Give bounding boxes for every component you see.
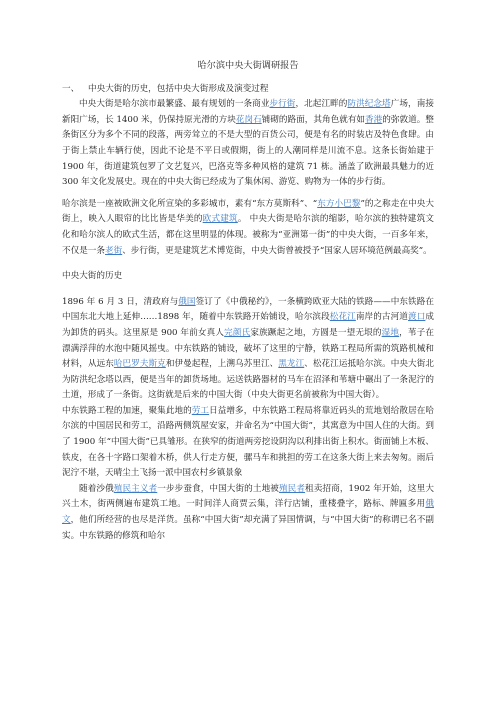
paragraph-construction bbox=[62, 404, 434, 482]
keyword-link[interactable]: 完颜氏 bbox=[224, 327, 251, 338]
paragraph-1896 bbox=[62, 295, 434, 404]
spacer bbox=[62, 259, 434, 269]
keyword-link[interactable]: 殖民者 bbox=[278, 483, 306, 494]
keyword-link[interactable]: 俄国 bbox=[178, 296, 196, 307]
text-run: ”的之称走在中央大街上，映入人眼帘的比比皆是华美的 bbox=[62, 198, 434, 225]
text-run: 租卖招商，1902 年开始，这里大兴土木，街两侧遍布建筑工地。一时间洋人商贾云集，洋行店铺，重楼叠字，路标、牌匾多用 bbox=[62, 483, 434, 510]
keyword-link[interactable]: 防洪纪念塔 bbox=[347, 99, 391, 110]
spacer bbox=[62, 285, 434, 295]
text-run: 1896 年 6 月 3 日，清政府与 bbox=[62, 296, 179, 307]
section-heading-text: 中央大街的历史，包括中央大街形成及演变过程 bbox=[88, 83, 269, 94]
text-run: 一步步蚕食，中国大街的土地被 bbox=[157, 483, 279, 494]
section-number: 一、 bbox=[62, 83, 80, 94]
paragraph-colonial bbox=[62, 482, 434, 544]
keyword-link[interactable]: 东方小巴黎 bbox=[317, 198, 361, 209]
text-run: 的弥敦道。整条街区分为多个不同的段落，两旁耸立的不是大型的百货公司，便是有名的时装店及特色食肆。由于街上禁止车辆行使，因此不论是不平日或假期，街上的人潮同样是川流不息。这条长街始建于 1900 年，街道建筑包罗了文艺复兴，巴洛克等多种风格的建筑 71 栋。涵盖了欧洲最具魅力的近 300 年文化发展史。现在的中央大街已经成为了集休闲、游览、购物为一体的步行街。 bbox=[62, 114, 434, 188]
text-run: 铺砌的路面，其角色就有如 bbox=[261, 114, 366, 125]
text-run: 。 中央大街是哈尔滨的缩影，哈尔滨的独特建筑文化和哈尔滨人的欧式生活，都在这里明显的体现。被称为“亚洲第一街”的中央大街，一百多年来，不仅是一条 bbox=[62, 214, 434, 256]
keyword-link[interactable]: 香港 bbox=[365, 114, 383, 125]
text-run: 随着沙俄 bbox=[79, 483, 114, 494]
keyword-link[interactable]: 欧式建筑 bbox=[202, 214, 238, 225]
document-title: 哈尔滨中央大街调研报告 bbox=[197, 60, 299, 71]
keyword-link[interactable]: 湿地 bbox=[381, 327, 400, 338]
paragraph-intro bbox=[62, 97, 434, 191]
text-run: 家族蹶起之地，方圆是一望无垠的 bbox=[250, 327, 382, 338]
text-run: 广场，南接新阳广场，长 1400 米，仍保持原光滑的方块 bbox=[62, 99, 434, 125]
text-run: ，他们所经营的也尽是洋货。虽称“中国大街”却充满了异国情调，与“中国大街”的称谓已名不副实。中东铁路的修筑和哈尔 bbox=[62, 515, 434, 541]
keyword-link[interactable]: 步行街 bbox=[269, 99, 296, 110]
history-heading: 中央大街的历史 bbox=[62, 271, 123, 282]
text-run: 南岸的古河道 bbox=[355, 312, 408, 323]
keyword-link[interactable]: 劳工 bbox=[191, 405, 210, 416]
text-run: 中东铁路工程的加速，聚集此地的 bbox=[62, 405, 192, 416]
text-run: 中央大街是哈尔滨市最繁盛、最有规划的一条商业 bbox=[79, 99, 270, 110]
text-run: 哈尔滨是一座被欧洲文化所宣染的多彩城市，素有“东方莫斯科”、“ bbox=[62, 198, 318, 209]
keyword-link[interactable]: 殖民主义者 bbox=[113, 483, 158, 494]
keyword-link[interactable]: 俄文 bbox=[62, 499, 434, 526]
text-run: 签订了《中俄秘约》，一条横跨欧亚大陆的铁路——中东铁路在中国东北大地上延伸……1898 年，随着中东铁路开始铺设，哈尔滨段 bbox=[62, 296, 434, 323]
text-run: 、松花江运抵哈尔滨。中央大街北为防洪纪念塔以西，便是当年的卸货场地。运送铁路器材的马车在沼泽和苇塘中碾出了一条泥泞的土道，形成了一条街。这街就是后来的中国大街（中央大街更名前被称为中国大街）。 bbox=[62, 359, 434, 401]
keyword-link[interactable]: 渡口 bbox=[408, 312, 426, 323]
keyword-link[interactable]: 哈巴罗夫斯克 bbox=[113, 359, 166, 370]
section-heading bbox=[62, 82, 434, 98]
text-run: ，北起江畔的 bbox=[295, 99, 348, 110]
document-page bbox=[62, 58, 434, 544]
keyword-link[interactable]: 老街 bbox=[104, 245, 123, 256]
text-run: 日益增多，中东铁路工程局将靠近码头的荒地划给散居在哈尔滨的中国居民和劳工，沿路两侧筑屋安家，并命名为“中国大街”，其寓意为中国人住的大街。到了 1900 年“中国大街”已具雏形。在狭窄的街道两旁挖设阴沟以利排出街上积水。街面铺上木板、铁皮，在各十字路口架着木桥，供人行走方便，骡马车和挑担的劳工在这条大街上来去匆匆。雨后泥泞不堪，天晴尘土飞扬一派中国农村乡镇景象 bbox=[62, 405, 434, 479]
keyword-link[interactable]: 松花江 bbox=[329, 312, 356, 323]
text-run: ，苇子在漂满浮萍的水泡中随风摇曳。中东铁路的铺设，破坏了这里的宁静，铁路工程局所需的筑路机械和材料，从远东 bbox=[62, 327, 434, 370]
text-run: 成为卸货的码头。这里原是 900 年前女真人 bbox=[62, 312, 434, 338]
text-run: 和伊曼起程，上溯乌苏里江、 bbox=[165, 359, 279, 370]
paragraph-city bbox=[62, 197, 434, 259]
keyword-link[interactable]: 黑龙江 bbox=[278, 359, 305, 370]
text-run: 、步行街，更是建筑艺术博览街，中央大街曾被授予“国家人居环境范例最高奖”。 bbox=[122, 245, 432, 256]
keyword-link[interactable]: 花岗石 bbox=[235, 114, 262, 125]
